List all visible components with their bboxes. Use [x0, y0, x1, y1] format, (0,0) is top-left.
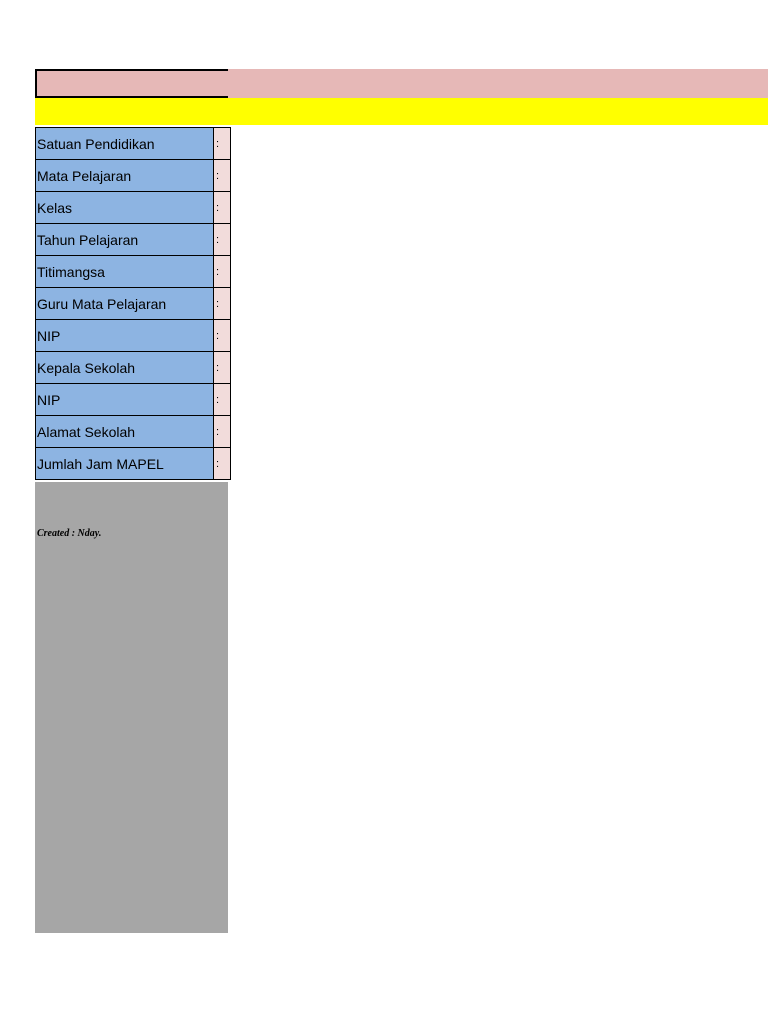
separator-cell[interactable]: : [214, 288, 231, 320]
table-row [36, 160, 231, 192]
separator-cell[interactable]: : [214, 128, 231, 160]
side-panel [35, 482, 228, 933]
table-row [36, 352, 231, 384]
label-cell[interactable]: Mata Pelajaran [36, 160, 214, 192]
separator-cell[interactable]: : [214, 448, 231, 480]
separator-cell[interactable]: : [214, 320, 231, 352]
identity-form-table [35, 127, 231, 480]
label-cell[interactable]: Jumlah Jam MAPEL [36, 448, 214, 480]
separator-cell[interactable]: : [214, 192, 231, 224]
table-row [36, 384, 231, 416]
label-cell[interactable]: Alamat Sekolah [36, 416, 214, 448]
label-cell[interactable]: Satuan Pendidikan [36, 128, 214, 160]
label-cell[interactable]: Titimangsa [36, 256, 214, 288]
separator-cell[interactable]: : [214, 352, 231, 384]
table-row [36, 256, 231, 288]
separator-cell[interactable]: : [214, 160, 231, 192]
table-row [36, 224, 231, 256]
label-cell[interactable]: Tahun Pelajaran [36, 224, 214, 256]
separator-cell[interactable]: : [214, 224, 231, 256]
separator-cell[interactable]: : [214, 384, 231, 416]
table-row [36, 320, 231, 352]
label-cell[interactable]: NIP [36, 320, 214, 352]
table-row [36, 128, 231, 160]
table-row [36, 288, 231, 320]
label-cell[interactable]: Kepala Sekolah [36, 352, 214, 384]
separator-cell[interactable]: : [214, 416, 231, 448]
label-cell[interactable]: Kelas [36, 192, 214, 224]
subtitle-band[interactable] [35, 98, 768, 125]
label-cell[interactable]: NIP [36, 384, 214, 416]
label-cell[interactable]: Guru Mata Pelajaran [36, 288, 214, 320]
credit-text: Created : Nday. [37, 528, 102, 539]
table-row [36, 448, 231, 480]
title-cell[interactable] [35, 69, 228, 98]
table-row [36, 416, 231, 448]
table-row [36, 192, 231, 224]
separator-cell[interactable]: : [214, 256, 231, 288]
